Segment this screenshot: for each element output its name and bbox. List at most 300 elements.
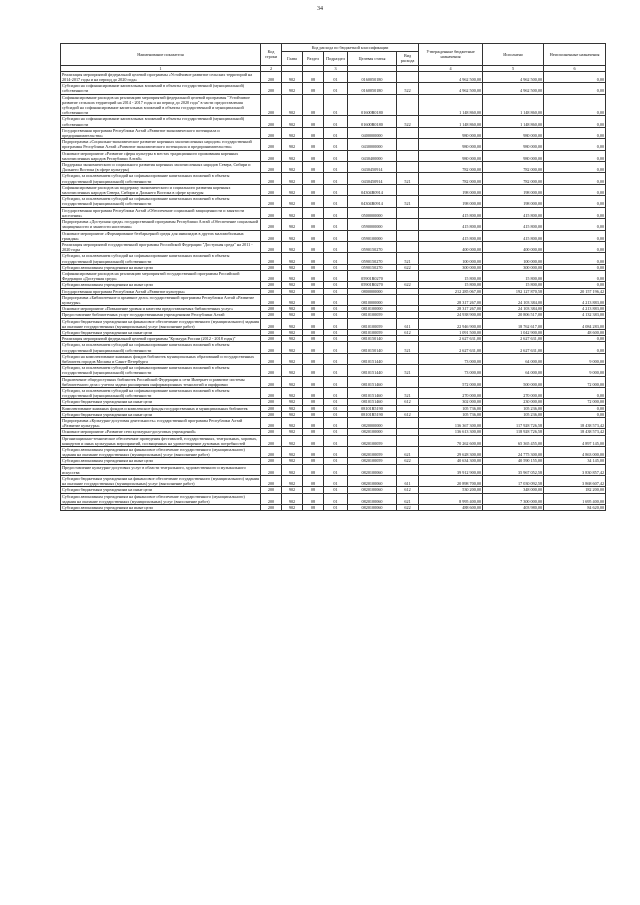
table-row <box>61 219 606 230</box>
row-expense-type <box>397 162 419 173</box>
row-executed: 40 590 155,00 <box>483 458 544 464</box>
row-code: 200 <box>261 270 282 281</box>
table-row <box>61 353 606 364</box>
row-executed: 415 800,00 <box>483 219 544 230</box>
table-row <box>61 230 606 241</box>
row-approved: 415 800,00 <box>419 219 483 230</box>
row-code: 200 <box>261 94 282 116</box>
row-code: 200 <box>261 376 282 387</box>
row-name: Государственная программа Республики Алтай «Обеспечение социальной защищенности и занятости населения» <box>61 207 261 218</box>
row-section: 08 <box>303 318 324 329</box>
row-approved: 980 000,00 <box>419 127 483 138</box>
row-unexecuted: 0,00 <box>544 184 606 195</box>
row-code: 200 <box>261 411 282 417</box>
row-section: 08 <box>303 173 324 184</box>
row-unexecuted: 0,00 <box>544 282 606 288</box>
row-section: 08 <box>303 139 324 150</box>
row-expense-type: 621 <box>397 447 419 458</box>
row-code: 200 <box>261 318 282 329</box>
row-target: 0500000000 <box>348 207 397 218</box>
row-target: 0810151460 <box>348 376 397 387</box>
row-code: 200 <box>261 184 282 195</box>
row-executed: 100 000,00 <box>483 253 544 264</box>
row-approved: 70 262 600,00 <box>419 435 483 446</box>
row-target: 0430450914 <box>348 173 397 184</box>
row-approved: 28 317 267,00 <box>419 294 483 305</box>
row-section: 08 <box>303 264 324 270</box>
row-name: Субсидии на комплектование книжных фондов библиотек муниципальных образований и государственных библиотек городов Москвы и Санкт-Петербурга <box>61 353 261 364</box>
row-expense-type: 521 <box>397 387 419 398</box>
row-name: Предоставление библиотечных услуг государственными учреждениями Республики Алтай <box>61 312 261 318</box>
row-approved: 782 000,00 <box>419 173 483 184</box>
row-subsection: 01 <box>324 405 348 411</box>
row-name: Основное мероприятие «Развитие сферы культуры в местах традиционного проживания коренных малочисленных народов Республики Алтай» <box>61 150 261 161</box>
row-unexecuted: 18 438 573,42 <box>544 429 606 435</box>
row-expense-type: 621 <box>397 493 419 504</box>
row-subsection: 01 <box>324 184 348 195</box>
col-number: 2 <box>261 65 282 71</box>
row-chapter: 902 <box>282 505 303 511</box>
header-target: Целевая статья <box>348 52 397 65</box>
row-approved: 2 627 631,00 <box>419 336 483 342</box>
row-chapter: 902 <box>282 184 303 195</box>
row-code: 200 <box>261 405 282 411</box>
row-approved: 40 634 300,00 <box>419 458 483 464</box>
row-executed: 782 000,00 <box>483 173 544 184</box>
row-approved: 415 800,00 <box>419 207 483 218</box>
row-subsection: 01 <box>324 476 348 487</box>
row-chapter: 902 <box>282 162 303 173</box>
row-target: 0810100059 <box>348 318 397 329</box>
row-section: 08 <box>303 505 324 511</box>
row-chapter: 902 <box>282 270 303 281</box>
row-target: 0590150270 <box>348 241 397 252</box>
row-unexecuted: 0,00 <box>544 173 606 184</box>
row-target: 05901R0270 <box>348 282 397 288</box>
row-expense-type <box>397 241 419 252</box>
row-target: 08101R5190 <box>348 411 397 417</box>
row-executed: 24 103 384,00 <box>483 306 544 312</box>
table-row <box>61 312 606 318</box>
row-target: 0160050180 <box>348 83 397 94</box>
table-row <box>61 173 606 184</box>
row-name: Подпрограмма «Социально-экономическое развитие коренных малочисленных народов» государственной программы Республики Алтай «Развитие экономического потенциала и предпринимательства» <box>61 139 261 150</box>
row-section: 08 <box>303 411 324 417</box>
table-row <box>61 294 606 305</box>
row-name: Государственная программа Республики Алтай «Развитие экономического потенциала и предпринимательства» <box>61 127 261 138</box>
row-name: Подпрограмма «Библиотечное и архивное дело» государственной программы Республики Алтай «Развитие культуры» <box>61 294 261 305</box>
row-expense-type: 622 <box>397 282 419 288</box>
table-row <box>61 505 606 511</box>
table-row <box>61 184 606 195</box>
row-executed: 117 928 726,58 <box>483 418 544 429</box>
row-section: 08 <box>303 306 324 312</box>
row-unexecuted: 9 000,00 <box>544 365 606 376</box>
row-target: 0590150270 <box>348 253 397 264</box>
row-target: 0820100059 <box>348 447 397 458</box>
row-name: Субсидии на софинансирование капитальных вложений в объекты государственной (муниципальной) собственности <box>61 116 261 127</box>
row-chapter: 902 <box>282 264 303 270</box>
row-unexecuted: 0,00 <box>544 264 606 270</box>
row-approved: 1 091 500,00 <box>419 329 483 335</box>
row-subsection: 01 <box>324 458 348 464</box>
row-approved: 100 000,00 <box>419 253 483 264</box>
row-code: 200 <box>261 342 282 353</box>
row-target: 0820100000 <box>348 429 397 435</box>
row-target: 08101R5190 <box>348 405 397 411</box>
row-chapter: 902 <box>282 116 303 127</box>
row-expense-type <box>397 270 419 281</box>
row-section: 08 <box>303 94 324 116</box>
table-row <box>61 116 606 127</box>
row-unexecuted: 20 157 196,42 <box>544 288 606 294</box>
row-name: Подпрограмма «Доступная среда» государственной программы Республики Алтай «Обеспечение социальной защищенности и занятости населения» <box>61 219 261 230</box>
row-target: 0820100060 <box>348 476 397 487</box>
row-subsection: 01 <box>324 288 348 294</box>
row-target: 0800000000 <box>348 288 397 294</box>
header-subsection: Подраздел <box>324 52 348 65</box>
row-chapter: 902 <box>282 94 303 116</box>
row-name: Субсидии, за исключением субсидий на софинансирование капитальных вложений в объекты государственной (муниципальной) собственности <box>61 173 261 184</box>
row-executed: 415 800,00 <box>483 230 544 241</box>
row-expense-type: 622 <box>397 264 419 270</box>
row-unexecuted: 4 213 883,00 <box>544 306 606 312</box>
row-expense-type <box>397 150 419 161</box>
row-section: 08 <box>303 476 324 487</box>
row-target: 0810151440 <box>348 353 397 364</box>
row-approved: 20 898 700,00 <box>419 476 483 487</box>
row-target: 0400000000 <box>348 127 397 138</box>
row-expense-type <box>397 94 419 116</box>
row-unexecuted: 0,00 <box>544 116 606 127</box>
table-row <box>61 329 606 335</box>
row-name: Субсидии автономным учреждениям на финансовое обеспечение государственного (муниципального) задания на оказание государственных (муниципальных) услуг (выполнение работ) <box>61 493 261 504</box>
row-target: 0820100059 <box>348 458 397 464</box>
row-code: 200 <box>261 429 282 435</box>
row-code: 200 <box>261 288 282 294</box>
row-name: Субсидии, за исключением субсидий на софинансирование капитальных вложений в объекты государственной (муниципальной) собственности <box>61 365 261 376</box>
table-row <box>61 399 606 405</box>
table-row <box>61 342 606 353</box>
row-name: Подключение общедоступных библиотек Российской Федерации к сети Интернет и развитие системы библиотечного дела с учетом задачи расширения информационных технологий и оцифровки <box>61 376 261 387</box>
row-executed: 230 000,00 <box>483 399 544 405</box>
row-expense-type <box>397 435 419 446</box>
row-executed: 1 148 860,00 <box>483 94 544 116</box>
row-approved: 212 285 067,00 <box>419 288 483 294</box>
row-name: Реализация мероприятий федеральной целевой программы "Культура России (2012 - 2018 годы)" <box>61 336 261 342</box>
row-target: 0820100060 <box>348 493 397 504</box>
row-unexecuted: 0,00 <box>544 230 606 241</box>
row-expense-type: 521 <box>397 196 419 207</box>
row-section: 08 <box>303 464 324 475</box>
row-code: 200 <box>261 294 282 305</box>
row-target: 0430450914 <box>348 162 397 173</box>
row-approved: 530 200,00 <box>419 487 483 493</box>
row-subsection: 01 <box>324 150 348 161</box>
row-chapter: 902 <box>282 139 303 150</box>
row-approved: 300 000,00 <box>419 264 483 270</box>
table-row <box>61 264 606 270</box>
row-name: Предоставление культурно-досуговых услуг в области театрального, художественного и музыкального искусства <box>61 464 261 475</box>
row-executed: 18 762 617,00 <box>483 318 544 329</box>
row-name: Основное мероприятие «Повышение уровня и качества предоставляемых библиотечных услуг» <box>61 306 261 312</box>
row-expense-type: 522 <box>397 83 419 94</box>
row-unexecuted: 0,00 <box>544 83 606 94</box>
row-name: Организационно-техническое обеспечение проведения фестивалей, государственных, театральных, хоровых, концертов и иных культурных мероприятий, посвященных на удовлетворение духовных потребностей <box>61 435 261 446</box>
row-section: 08 <box>303 376 324 387</box>
row-unexecuted: 182 200,00 <box>544 487 606 493</box>
table-row <box>61 253 606 264</box>
row-target: 0430000000 <box>348 139 397 150</box>
row-executed: 782 000,00 <box>483 162 544 173</box>
row-chapter: 902 <box>282 365 303 376</box>
table-row <box>61 318 606 329</box>
row-executed: 118 928 726,58 <box>483 429 544 435</box>
row-code: 200 <box>261 329 282 335</box>
row-executed: 415 800,00 <box>483 207 544 218</box>
row-unexecuted: 9 000,00 <box>544 353 606 364</box>
row-code: 200 <box>261 71 282 82</box>
row-name: Софинансирование расходов на поддержку экономического и социального развития коренных малочисленных народов Севера, Сибири и Дальнего Востока в сфере культуры <box>61 184 261 195</box>
row-target: 0810151460 <box>348 399 397 405</box>
row-approved: 400 000,00 <box>419 241 483 252</box>
row-executed: 24 775 300,00 <box>483 447 544 458</box>
header-unexecuted: Неисполненные назначения <box>544 44 606 66</box>
row-unexecuted: 4 132 383,00 <box>544 312 606 318</box>
row-executed: 24 103 384,00 <box>483 294 544 305</box>
row-name: Субсидии автономным учреждениям на финансовое обеспечение государственного (муниципального) задания на оказание государственных (муниципальных) услуг (выполнение работ) <box>61 447 261 458</box>
row-approved: 980 000,00 <box>419 139 483 150</box>
row-executed: 270 000,00 <box>483 387 544 398</box>
row-unexecuted: 72 000,00 <box>544 399 606 405</box>
table-row <box>61 487 606 493</box>
row-unexecuted: 3 830 857,42 <box>544 464 606 475</box>
row-subsection: 01 <box>324 318 348 329</box>
row-name: Поддержка экономического и социального развития коренных малочисленных народов Севера, Сибири и Дальнего Востока (в сфере культуры) <box>61 162 261 173</box>
row-code: 200 <box>261 253 282 264</box>
row-code: 200 <box>261 230 282 241</box>
row-target: 04304R0914 <box>348 196 397 207</box>
row-chapter: 902 <box>282 207 303 218</box>
row-executed: 980 000,00 <box>483 139 544 150</box>
row-subsection: 01 <box>324 196 348 207</box>
row-executed: 980 000,00 <box>483 150 544 161</box>
row-approved: 415 800,00 <box>419 230 483 241</box>
row-executed: 7 300 000,00 <box>483 493 544 504</box>
row-subsection: 01 <box>324 336 348 342</box>
row-target: 0810100000 <box>348 306 397 312</box>
row-unexecuted: 0,00 <box>544 207 606 218</box>
row-chapter: 902 <box>282 312 303 318</box>
row-approved: 198 000,00 <box>419 184 483 195</box>
row-approved: 136 613 300,00 <box>419 429 483 435</box>
row-unexecuted: 0,00 <box>544 162 606 173</box>
row-expense-type: 522 <box>397 116 419 127</box>
row-executed: 20 806 517,00 <box>483 312 544 318</box>
row-expense-type <box>397 184 419 195</box>
table-row <box>61 288 606 294</box>
row-section: 08 <box>303 288 324 294</box>
row-name: Комплектование книжных фондов и комплексное фонды государственных и муниципальных библиотек <box>61 405 261 411</box>
row-subsection: 01 <box>324 399 348 405</box>
table-row <box>61 207 606 218</box>
row-expense-type: 521 <box>397 173 419 184</box>
row-code: 200 <box>261 387 282 398</box>
table-row <box>61 405 606 411</box>
table-row <box>61 83 606 94</box>
row-section: 08 <box>303 270 324 281</box>
row-chapter: 902 <box>282 83 303 94</box>
row-target: 0820100060 <box>348 487 397 493</box>
row-subsection: 01 <box>324 282 348 288</box>
table-row <box>61 270 606 281</box>
row-code: 200 <box>261 139 282 150</box>
row-unexecuted: 84 620,00 <box>544 505 606 511</box>
row-subsection: 01 <box>324 376 348 387</box>
row-name: Основное мероприятие «Развитие сети культурно-досуговых учреждений» <box>61 429 261 435</box>
row-expense-type <box>397 464 419 475</box>
row-executed: 4 962 500,00 <box>483 83 544 94</box>
row-unexecuted: 0,00 <box>544 94 606 116</box>
row-chapter: 902 <box>282 336 303 342</box>
row-chapter: 902 <box>282 493 303 504</box>
row-subsection: 01 <box>324 435 348 446</box>
row-name: Субсидии бюджетным учреждениям на финансовое обеспечение государственного (муниципального) задания на оказание государственных (муниципальных) услуг (выполнение работ) <box>62 476 259 487</box>
col-number: 6 <box>544 65 606 71</box>
row-expense-type <box>397 127 419 138</box>
row-unexecuted: 18 438 573,42 <box>544 418 606 429</box>
table-body <box>61 71 606 510</box>
row-name: Субсидии автономным учреждениям на иные цели <box>61 505 261 511</box>
row-section: 08 <box>303 71 324 82</box>
row-subsection: 01 <box>324 312 348 318</box>
row-section: 08 <box>303 487 324 493</box>
row-chapter: 902 <box>282 435 303 446</box>
row-target: 0820100059 <box>348 435 397 446</box>
row-subsection: 01 <box>324 329 348 335</box>
row-subsection: 01 <box>324 387 348 398</box>
row-unexecuted: 0,00 <box>544 127 606 138</box>
row-subsection: 01 <box>324 162 348 173</box>
row-code: 200 <box>261 207 282 218</box>
row-target: 0810150140 <box>348 336 397 342</box>
row-chapter: 902 <box>282 282 303 288</box>
row-approved: 105 736,00 <box>419 411 483 417</box>
table-row <box>61 435 606 446</box>
row-expense-type: 611 <box>397 476 419 487</box>
row-executed: 300 000,00 <box>483 264 544 270</box>
row-chapter: 902 <box>282 464 303 475</box>
row-section: 08 <box>303 150 324 161</box>
row-unexecuted: 4 213 883,00 <box>544 294 606 305</box>
row-approved: 39 912 900,00 <box>419 464 483 475</box>
table-row <box>61 336 606 342</box>
row-executed: 348 000,00 <box>483 487 544 493</box>
row-section: 08 <box>303 458 324 464</box>
row-approved: 8 995 400,00 <box>419 493 483 504</box>
row-section: 08 <box>303 312 324 318</box>
budget-execution-table <box>60 43 606 511</box>
row-approved: 73 000,00 <box>419 365 483 376</box>
row-code: 200 <box>261 353 282 364</box>
row-executed: 15 800,00 <box>483 270 544 281</box>
row-target: 0810100059 <box>348 329 397 335</box>
row-target: 0590000000 <box>348 219 397 230</box>
row-name: Субсидии бюджетным учреждениям на иные цели <box>61 329 261 335</box>
row-name: Субсидии, за исключением субсидий на софинансирование капитальных вложений в объекты государственной (муниципальной) собственности <box>61 196 261 207</box>
row-target: 0810100059 <box>348 312 397 318</box>
row-chapter: 902 <box>282 411 303 417</box>
row-name: Субсидии автономным учреждениям на иные цели <box>61 458 261 464</box>
row-unexecuted: 0,00 <box>544 270 606 281</box>
row-unexecuted: 4 084 283,00 <box>544 318 606 329</box>
row-target: 0160050180 <box>348 71 397 82</box>
row-executed: 400 000,00 <box>483 241 544 252</box>
row-target: 0810150140 <box>348 342 397 353</box>
row-name: Субсидии бюджетным учреждениям на иные цели <box>61 487 261 493</box>
row-target: 0820100060 <box>348 464 397 475</box>
row-chapter: 902 <box>282 376 303 387</box>
row-code: 200 <box>261 306 282 312</box>
row-code: 200 <box>261 493 282 504</box>
row-executed: 198 000,00 <box>483 196 544 207</box>
header-section: Раздел <box>303 52 324 65</box>
row-section: 08 <box>303 184 324 195</box>
table-row <box>61 127 606 138</box>
row-section: 08 <box>303 207 324 218</box>
row-chapter: 902 <box>282 253 303 264</box>
row-code: 200 <box>261 447 282 458</box>
header-expense-type: Вид расхода <box>397 52 419 65</box>
row-unexecuted: 0,00 <box>544 150 606 161</box>
table-row <box>61 162 606 173</box>
row-target: 0590150270 <box>348 264 397 270</box>
col-number: 1 <box>61 65 261 71</box>
row-subsection: 01 <box>324 94 348 116</box>
row-expense-type: 622 <box>397 458 419 464</box>
row-subsection: 01 <box>324 127 348 138</box>
row-expense-type: 622 <box>397 505 419 511</box>
row-section: 08 <box>303 336 324 342</box>
row-name: Субсидии бюджетным учреждениям на финансовое обеспечение государственного (муниципального) задания на оказание государственных (муниципальных) услуг (выполнение работ) <box>62 318 259 329</box>
row-approved: 302 000,00 <box>419 399 483 405</box>
row-section: 08 <box>303 342 324 353</box>
row-chapter: 902 <box>282 447 303 458</box>
row-section: 08 <box>303 282 324 288</box>
header-executed: Исполнено <box>483 44 544 66</box>
row-executed: 198 000,00 <box>483 184 544 195</box>
header-approved: Утвержденные бюджетные назначения <box>419 44 483 66</box>
row-code: 200 <box>261 312 282 318</box>
row-target: 05901R0270 <box>348 270 397 281</box>
row-code: 200 <box>261 127 282 138</box>
row-chapter: 902 <box>282 342 303 353</box>
row-code: 200 <box>261 464 282 475</box>
row-executed: 15 800,00 <box>483 282 544 288</box>
row-section: 08 <box>303 365 324 376</box>
row-executed: 1 148 860,00 <box>483 116 544 127</box>
row-section: 08 <box>303 294 324 305</box>
row-unexecuted: 0,00 <box>544 411 606 417</box>
row-target: 04304R0914 <box>348 184 397 195</box>
row-approved: 136 367 300,00 <box>419 418 483 429</box>
row-expense-type <box>397 219 419 230</box>
row-expense-type <box>397 71 419 82</box>
row-code: 200 <box>261 505 282 511</box>
table-row <box>61 365 606 376</box>
row-chapter: 902 <box>282 405 303 411</box>
row-section: 08 <box>303 127 324 138</box>
